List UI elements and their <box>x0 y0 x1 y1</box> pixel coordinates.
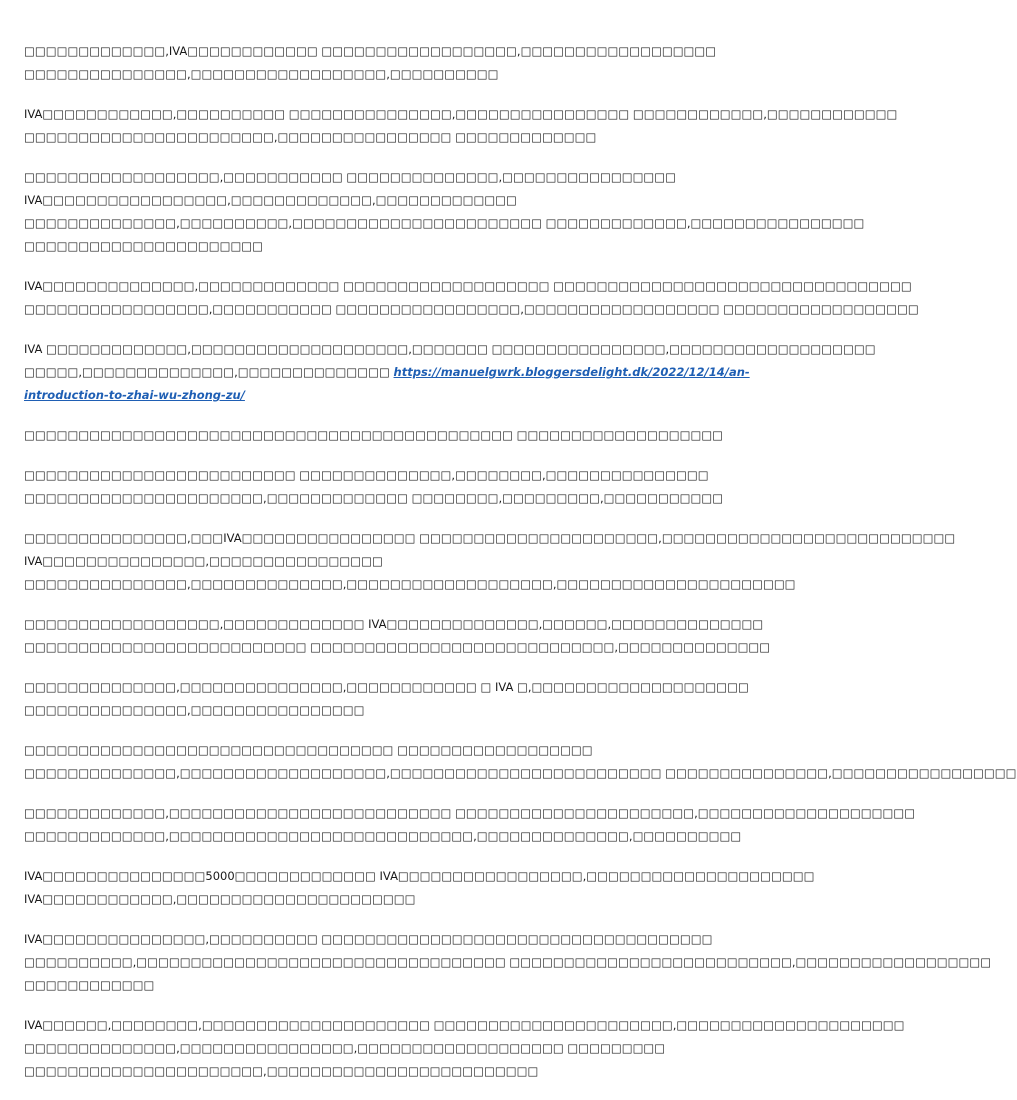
text-line: □□□□□□□□□□,□□□□□□□□□□□□□□□□□□□□□□□□□□□□□□□□□□ □□□□□□□□□□□□□□□□□□□□□□□□□□,□□□□□□□□□□□□□□□□□□ <box>24 955 992 969</box>
text-line: □□□□□□□□□□□□ <box>24 978 155 992</box>
paragraph-14 <box>24 928 992 997</box>
text-line: IVA□□□□□□,□□□□□□□□,□□□□□□□□□□□□□□□□□□□□□ □□□□□□□□□□□□□□□□□□□□□□,□□□□□□□□□□□□□□□□□□□□□ <box>24 1018 905 1032</box>
text-segment: □□□□□,□□□□□□□□□□□□□□,□□□□□□□□□□□□□□ <box>24 365 394 379</box>
text-line: IVA□□□□□□□□□□□□,□□□□□□□□□□ □□□□□□□□□□□□□□□,□□□□□□□□□□□□□□□□ □□□□□□□□□□□□,□□□□□□□□□□□□ <box>24 107 898 121</box>
text-line: □□□□□□□□□□□□□□□□□□□□□□ <box>24 239 264 253</box>
paragraph-13 <box>24 865 815 911</box>
text-line: □□□□□□□□□□□□□□□□□□,□□□□□□□□□□□ □□□□□□□□□□□□□□,□□□□□□□□□□□□□□□□ <box>24 170 677 184</box>
text-line-with-link <box>24 361 750 384</box>
text-line: □□□□□□□□□□□□□□□□□□□□□□,□□□□□□□□□□□□□ □□□□□□□□,□□□□□□□□□,□□□□□□□□□□□ <box>24 491 724 505</box>
text-line: □□□□□□□□□□□□□,□□□□□□□□□□□□□□□□□□□□□□□□□□ □□□□□□□□□□□□□□□□□□□□□□,□□□□□□□□□□□□□□□□□□□□ <box>24 806 916 820</box>
paragraph-2 <box>24 103 898 149</box>
text-line: IVA□□□□□□□□□□□□□□□5000□□□□□□□□□□□□□ IVA□□□□□□□□□□□□□□□□□,□□□□□□□□□□□□□□□□□□□□□ <box>24 869 815 883</box>
paragraph-1 <box>24 40 717 86</box>
paragraph-3 <box>24 166 865 258</box>
paragraph-12 <box>24 802 916 848</box>
text-line: □□□□□□□□□□□□□□,□□□□□□□□□□□□□□□,□□□□□□□□□□□□ □ IVA □,□□□□□□□□□□□□□□□□□□□□ <box>24 680 749 694</box>
text-line: □□□□□□□□□□□□□,IVA□□□□□□□□□□□□ □□□□□□□□□□□□□□□□□□,□□□□□□□□□□□□□□□□□□ <box>24 44 717 58</box>
text-line: □□□□□□□□□□□□□□□□□□□□□□□□□ □□□□□□□□□□□□□□,□□□□□□□□,□□□□□□□□□□□□□□□ <box>24 468 709 482</box>
paragraph-9 <box>24 613 771 659</box>
document-body <box>24 40 1017 1100</box>
text-line-link-continued <box>24 384 696 407</box>
text-line: □□□□□□□□□□□□□□□,□□□□□□□□□□□□□□,□□□□□□□□□□□□□□□□□□□,□□□□□□□□□□□□□□□□□□□□□□ <box>24 577 796 591</box>
paragraph-11 <box>24 739 1017 785</box>
text-line: □□□□□□□□□□□□□,□□□□□□□□□□□□□□□□□□□□□□□□□□□□,□□□□□□□□□□□□□□,□□□□□□□□□□ <box>24 829 742 843</box>
paragraph-7 <box>24 464 724 510</box>
text-line: IVA□□□□□□□□□□□□,□□□□□□□□□□□□□□□□□□□□□□ <box>24 892 416 906</box>
text-line: □□□□□□□□□□□□□□□□□□,□□□□□□□□□□□□□ IVA□□□□□□□□□□□□□□,□□□□□□,□□□□□□□□□□□□□□ <box>24 617 764 631</box>
text-line: □□□□□□□□□□□□□□□,□□□IVA□□□□□□□□□□□□□□□□ □□□□□□□□□□□□□□□□□□□□□□,□□□□□□□□□□□□□□□□□□□□□□□□□□□ <box>24 531 956 545</box>
text-line: IVA□□□□□□□□□□□□□□□,□□□□□□□□□□□□□□□□ <box>24 554 383 568</box>
text-line: □□□□□□□□□□□□□□,□□□□□□□□□□□□□□□□□□□,□□□□□□□□□□□□□□□□□□□□□□□□□ □□□□□□□□□□□□□□□,□□□□□□□□□□□□□□□□□ <box>24 766 1017 780</box>
paragraph-15 <box>24 1014 905 1083</box>
article-link[interactable]: https://manuelgwrk.bloggersdelight.dk/2022/12/14/an- <box>393 365 750 379</box>
article-link-continued[interactable]: introduction-to-zhai-wu-zhong-zu/ <box>24 388 245 402</box>
paragraph-10 <box>24 676 749 722</box>
text-line: □□□□□□□□□□□□□□□□□□□□□□□□□□□□□□□□□□□□□□□□□□□□□ □□□□□□□□□□□□□□□□□□□ <box>24 428 724 442</box>
text-line: □□□□□□□□□□□□□□□,□□□□□□□□□□□□□□□□□□,□□□□□□□□□□ <box>24 67 499 81</box>
text-line: IVA□□□□□□□□□□□□□□□,□□□□□□□□□□ □□□□□□□□□□□□□□□□□□□□□□□□□□□□□□□□□□□□ <box>24 932 713 946</box>
text-line: □□□□□□□□□□□□□□,□□□□□□□□□□□□□□□□,□□□□□□□□□□□□□□□□□□□ □□□□□□□□□ <box>24 1041 666 1055</box>
paragraph-6 <box>24 424 724 447</box>
text-line: IVA□□□□□□□□□□□□□□□□□,□□□□□□□□□□□□□,□□□□□□□□□□□□□ <box>24 193 517 207</box>
text-line: □□□□□□□□□□□□□□□□□□□□□□□□□□□□□□□□□□ □□□□□□□□□□□□□□□□□□ <box>24 743 593 757</box>
text-line: □□□□□□□□□□□□□□□□□□□□□□□□□□ □□□□□□□□□□□□□□□□□□□□□□□□□□□□,□□□□□□□□□□□□□□ <box>24 640 771 654</box>
text-line: □□□□□□□□□□□□□□□□□□□□□□,□□□□□□□□□□□□□□□□□□□□□□□□□ <box>24 1064 539 1078</box>
text-line: IVA□□□□□□□□□□□□□□,□□□□□□□□□□□□□ □□□□□□□□□□□□□□□□□□□ □□□□□□□□□□□□□□□□□□□□□□□□□□□□□□□□□ <box>24 279 912 293</box>
text-line: IVA □□□□□□□□□□□□□,□□□□□□□□□□□□□□□□□□□□,□□□□□□□ □□□□□□□□□□□□□□□□,□□□□□□□□□□□□□□□□□□□ <box>24 342 876 356</box>
paragraph-4 <box>24 275 919 321</box>
text-line: □□□□□□□□□□□□□□□□□□□□□□□,□□□□□□□□□□□□□□□□ □□□□□□□□□□□□□ <box>24 130 597 144</box>
text-line: □□□□□□□□□□□□□□□,□□□□□□□□□□□□□□□□ <box>24 703 365 717</box>
paragraph-5 <box>24 338 876 407</box>
text-line: □□□□□□□□□□□□□□□□□,□□□□□□□□□□□ □□□□□□□□□□□□□□□□□,□□□□□□□□□□□□□□□□□□ □□□□□□□□□□□□□□□□□□ <box>24 302 919 316</box>
paragraph-8 <box>24 527 956 596</box>
text-line: □□□□□□□□□□□□□□,□□□□□□□□□□,□□□□□□□□□□□□□□□□□□□□□□□ □□□□□□□□□□□□□,□□□□□□□□□□□□□□□□ <box>24 216 865 230</box>
